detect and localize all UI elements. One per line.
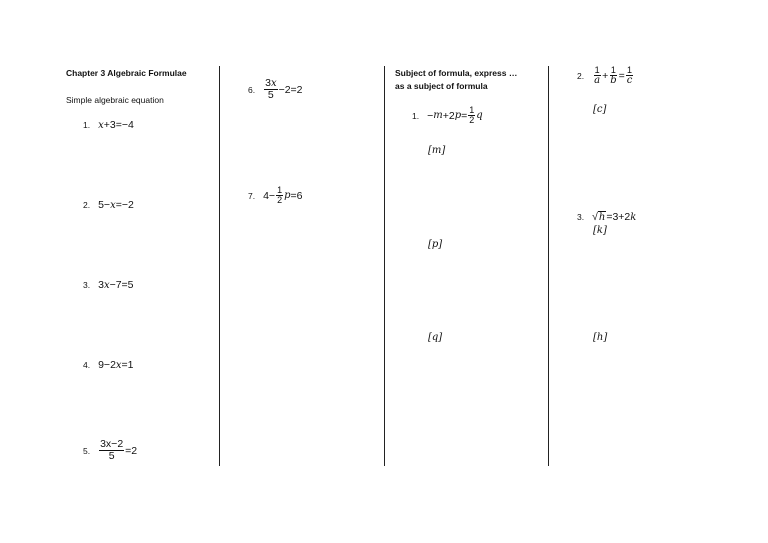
question-number: 1. [83, 120, 91, 130]
expression: 4− [263, 189, 276, 202]
divider-2 [384, 66, 385, 466]
expression: =−2 [115, 199, 134, 211]
expression: 3 [98, 279, 104, 291]
numerator: 1 [277, 185, 283, 195]
answer-subject-h: [h] [593, 332, 608, 343]
numerator: 1 [469, 105, 475, 115]
square-root [592, 211, 606, 223]
equation-6 [248, 78, 303, 101]
expression: = [618, 69, 625, 82]
fraction [626, 66, 634, 85]
fraction [593, 66, 601, 85]
variable: k [630, 211, 637, 223]
numerator: 3x−2 [100, 438, 124, 450]
fraction [276, 186, 283, 205]
numerator: 1 [627, 65, 633, 75]
divider-3 [548, 66, 549, 466]
fraction [609, 66, 617, 85]
numerator: 1 [594, 65, 600, 75]
expression: = [461, 109, 468, 122]
divider-1 [219, 66, 220, 466]
question-number: 7. [248, 190, 256, 201]
variable: x [98, 119, 104, 131]
formula-3 [577, 211, 636, 223]
denominator: 5 [267, 89, 274, 101]
radicand: h [598, 212, 606, 223]
variable: m [433, 110, 443, 121]
question-number: 1. [412, 110, 420, 121]
fraction [264, 78, 277, 101]
chapter-title: Chapter 3 Algebraic Formulae [66, 68, 187, 78]
expression: −2=2 [278, 83, 303, 96]
question-number: 4. [83, 360, 91, 370]
question-number: 3. [83, 280, 91, 290]
denominator: 2 [469, 115, 475, 125]
denominator: a [594, 75, 601, 86]
denominator: 2 [277, 195, 283, 205]
section-title-line-1: Subject of formula, express … [395, 68, 518, 78]
numerator: 3x [265, 77, 277, 89]
expression: −7=5 [109, 279, 134, 291]
variable: p [454, 110, 462, 121]
expression: 5− [98, 199, 111, 211]
equation-1 [83, 119, 134, 131]
expression: +3=−4 [103, 119, 134, 131]
numerator: 1 [610, 65, 616, 75]
denominator: b [610, 75, 617, 86]
section-title-line-2: as a subject of formula [395, 81, 488, 91]
expression: =2 [125, 444, 138, 457]
expression: + [602, 69, 609, 82]
formula-1 [412, 106, 483, 125]
variable: x [115, 359, 122, 371]
question-number: 5. [83, 445, 91, 456]
answer-subject-p: [p] [428, 239, 443, 250]
expression: 9−2 [98, 359, 116, 371]
answer-subject-q: [q] [428, 332, 443, 343]
answer-subject-m: [m] [428, 145, 446, 156]
question-number: 6. [248, 84, 256, 95]
expression: =3+2 [606, 211, 631, 223]
variable: x [103, 279, 110, 291]
formula-2 [577, 66, 634, 85]
denominator: c [626, 75, 633, 86]
equation-3 [83, 279, 134, 291]
question-number: 3. [577, 212, 585, 222]
equation-5 [83, 439, 137, 462]
expression: =1 [121, 359, 134, 371]
section-subtitle: Simple algebraic equation [66, 95, 164, 105]
answer-subject-k: [k] [593, 225, 607, 236]
equation-4 [83, 359, 134, 371]
denominator: 5 [108, 450, 115, 462]
fraction [99, 439, 124, 462]
expression: − [427, 109, 434, 122]
equation-7 [248, 186, 302, 205]
question-number: 2. [577, 70, 585, 81]
variable: p [284, 190, 291, 201]
equation-2 [83, 199, 134, 211]
variable: x [110, 199, 116, 211]
variable: q [476, 110, 483, 121]
fraction [468, 106, 475, 125]
expression: +2 [442, 109, 455, 122]
question-number: 2. [83, 200, 91, 210]
radical-sign: √ [592, 211, 598, 223]
expression: =6 [290, 189, 303, 202]
answer-subject-c: [c] [593, 104, 607, 115]
